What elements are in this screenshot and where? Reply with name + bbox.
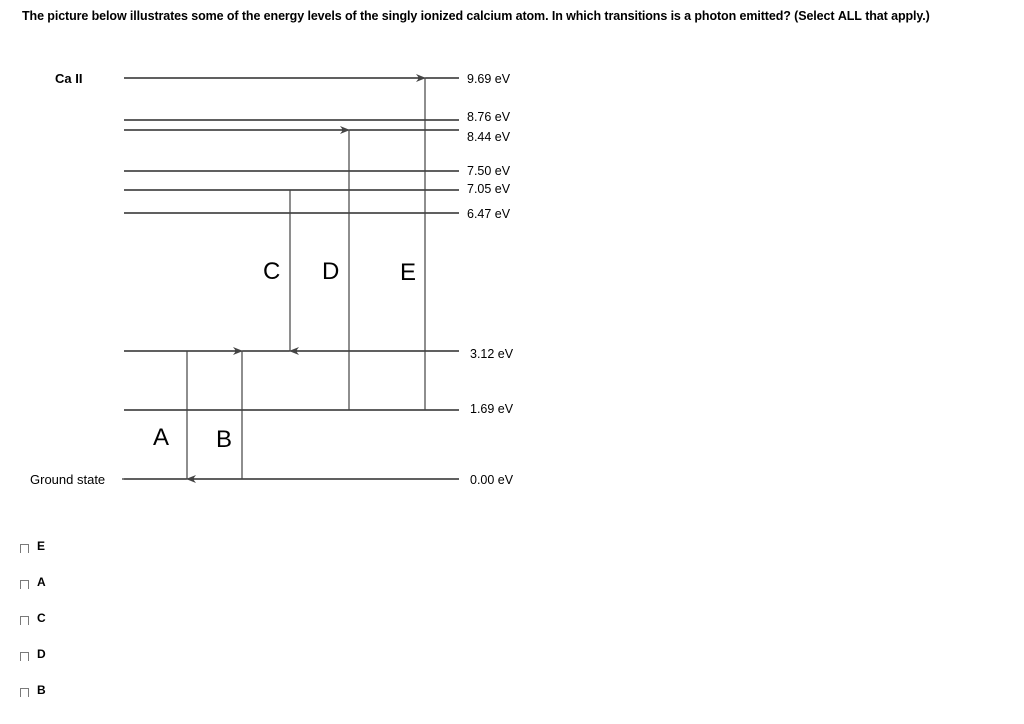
answer-options [20, 528, 46, 708]
level-label: 3.12 eV [470, 347, 514, 361]
option-c[interactable] [20, 600, 46, 636]
level-label: 8.44 eV [467, 130, 511, 144]
diagram-title: Ca II [55, 71, 83, 86]
option-label: A [37, 575, 46, 589]
checkbox-b[interactable] [20, 688, 29, 697]
option-label: B [37, 683, 46, 697]
level-label: 7.05 eV [467, 182, 511, 196]
option-a[interactable] [20, 564, 46, 600]
level-label: 0.00 eV [470, 473, 514, 487]
level-label: 1.69 eV [470, 402, 514, 416]
question-emphasis: ALL [837, 9, 862, 23]
transition-labels [153, 258, 416, 453]
option-e[interactable] [20, 528, 46, 564]
energy-level-diagram [0, 40, 1024, 490]
option-label: D [37, 647, 46, 661]
level-labels [467, 72, 514, 487]
checkbox-e[interactable] [20, 544, 29, 553]
transition-label-e: E [400, 259, 417, 286]
transition-label-a: A [153, 424, 170, 451]
question-suffix: that apply.) [861, 9, 930, 23]
option-d[interactable] [20, 636, 46, 672]
question-text [22, 9, 930, 23]
option-label: E [37, 539, 46, 553]
question-prefix: The picture below illustrates some of the energy levels of the singly ionized calcium atom. In which transitions is a photon emitted? (Select [22, 9, 838, 23]
ground-state-label: Ground state [30, 472, 106, 487]
option-b[interactable] [20, 672, 46, 708]
level-label: 9.69 eV [467, 72, 511, 86]
transition-label-b: B [216, 426, 233, 453]
transition-label-d: D [322, 258, 340, 285]
option-label: C [37, 611, 46, 625]
level-label: 7.50 eV [467, 164, 511, 178]
transition-label-c: C [263, 258, 281, 285]
checkbox-a[interactable] [20, 580, 29, 589]
level-label: 8.76 eV [467, 110, 511, 124]
transitions [187, 78, 425, 479]
level-label: 6.47 eV [467, 207, 511, 221]
checkbox-d[interactable] [20, 652, 29, 661]
checkbox-c[interactable] [20, 616, 29, 625]
